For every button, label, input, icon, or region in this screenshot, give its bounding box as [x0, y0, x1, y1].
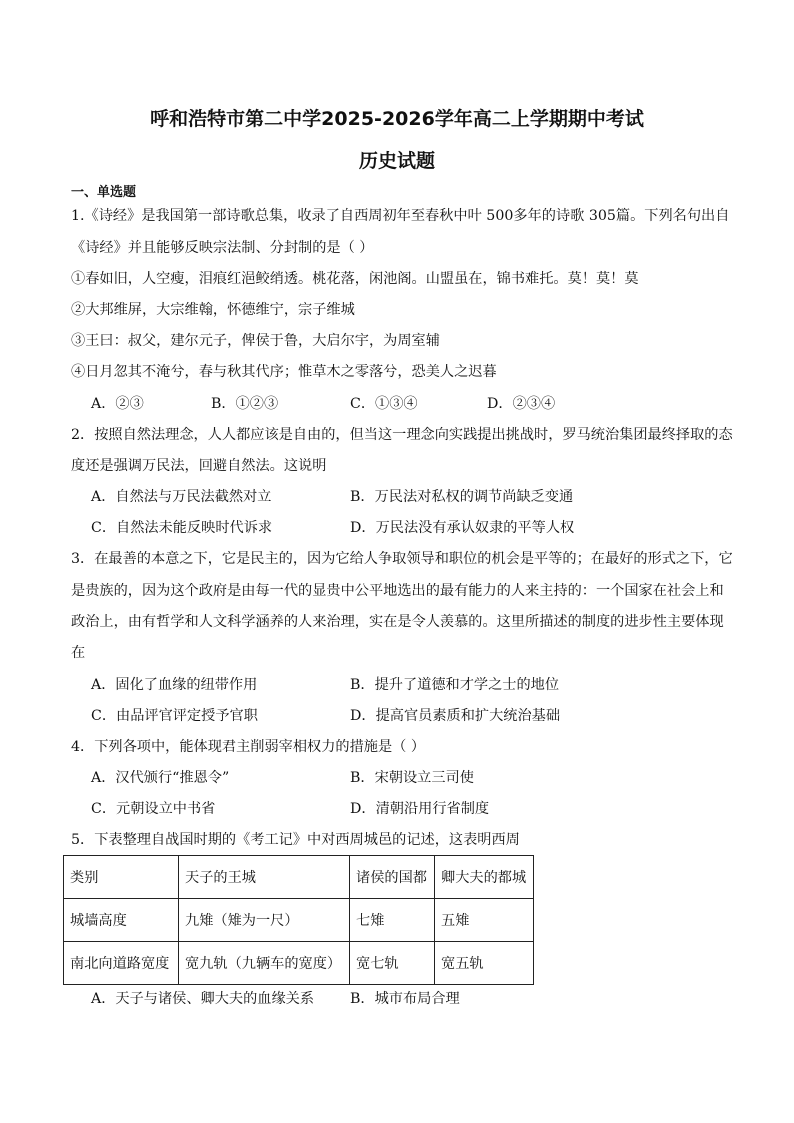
- q2-option-a[interactable]: A．自然法与万民法截然对立: [91, 489, 272, 505]
- q5-table: [63, 855, 534, 985]
- q4-option-a[interactable]: A．汉代颁行“推恩令”: [91, 770, 230, 786]
- exam-title: 呼和浩特市第二中学2025-2026学年高二上学期期中考试: [150, 108, 644, 130]
- table-cell: 五雉: [435, 899, 534, 942]
- q1-item-2: ②大邦维屏，大宗维翰，怀德维宁，宗子维城: [71, 302, 355, 318]
- q3-stem-line3: 政治上，由有哲学和人文科学涵养的人来治理，实在是令人羡慕的。这里所描述的制度的进步性主要体现: [71, 614, 724, 630]
- q1-option-b[interactable]: B．①②③: [211, 396, 279, 412]
- q4-stem: 4．下列各项中，能体现君主削弱宰相权力的措施是（ ）: [71, 739, 426, 755]
- exam-subject: 历史试题: [358, 150, 435, 172]
- q2-option-b[interactable]: B．万民法对私权的调节尚缺乏变通: [350, 489, 574, 505]
- q2-stem-line1: 2．按照自然法理念，人人都应该是自由的，但当这一理念向实践提出挑战时，罗马统治集团最终择取的态: [71, 427, 733, 443]
- q1-item-4: ④日月忽其不淹兮，春与秋其代序；惟草木之零落兮，恐美人之迟暮: [71, 364, 497, 380]
- q2-option-c[interactable]: C．自然法未能反映时代诉求: [91, 520, 273, 536]
- q5-stem: 5．下表整理自战国时期的《考工记》中对西周城邑的记述，这表明西周: [71, 832, 520, 848]
- table-row: [64, 899, 534, 942]
- q1-option-a[interactable]: A．②③: [91, 396, 144, 412]
- table-row: [64, 942, 534, 985]
- q3-option-b[interactable]: B．提升了道德和才学之士的地位: [350, 677, 560, 693]
- q3-stem-line2: 是贵族的，因为这个政府是由每一代的显贵中公平地选出的最有能力的人来主持的：一个国家在社会上和: [71, 583, 724, 599]
- q4-option-d[interactable]: D．清朝沿用行省制度: [350, 801, 490, 817]
- q4-option-c[interactable]: C．元朝设立中书省: [91, 801, 216, 817]
- q5-option-a[interactable]: A．天子与诸侯、卿大夫的血缘关系: [91, 991, 315, 1007]
- table-cell: 九雉（雉为一尺）: [179, 899, 350, 942]
- q3-option-c[interactable]: C．由品评官评定授予官职: [91, 708, 258, 724]
- table-cell: 卿大夫的都城: [435, 856, 534, 899]
- table-cell: 诸侯的国都: [350, 856, 435, 899]
- q3-option-d[interactable]: D．提高官员素质和扩大统治基础: [350, 708, 561, 724]
- q1-option-c[interactable]: C．①③④: [350, 396, 418, 412]
- section-heading: 一、单选题: [71, 185, 137, 200]
- q4-option-b[interactable]: B．宋朝设立三司使: [350, 770, 474, 786]
- table-cell: 南北向道路宽度: [64, 942, 179, 985]
- q1-item-1: ①春如旧，人空瘦，泪痕红浥鲛绡透。桃花落，闲池阁。山盟虽在，锦书难托。莫！莫！莫: [71, 271, 639, 287]
- table-cell: 宽九轨（九辆车的宽度）: [179, 942, 350, 985]
- q3-option-a[interactable]: A．固化了血缘的纽带作用: [91, 677, 258, 693]
- q3-stem-line4: 在: [71, 645, 86, 661]
- q3-stem-line1: 3．在最善的本意之下，它是民主的，因为它给人争取领导和职位的机会是平等的；在最好的形式之下，它: [71, 551, 733, 567]
- table-cell: 宽七轨: [350, 942, 435, 985]
- table-cell: 类别: [64, 856, 179, 899]
- q2-option-d[interactable]: D．万民法没有承认奴隶的平等人权: [350, 520, 575, 536]
- table-cell: 天子的王城: [179, 856, 350, 899]
- table-header-row: [64, 856, 534, 899]
- table-cell: 七雉: [350, 899, 435, 942]
- q5-option-b[interactable]: B．城市布局合理: [350, 991, 460, 1007]
- q2-stem-line2: 度还是强调万民法，回避自然法。这说明: [71, 458, 327, 474]
- q1-item-3: ③王曰：叔父，建尔元子，俾侯于鲁，大启尔宇，为周室辅: [71, 333, 440, 349]
- q1-stem-line1: 1.《诗经》是我国第一部诗歌总集，收录了自西周初年至春秋中叶 500多年的诗歌 305篇。下列名句出自: [71, 208, 730, 224]
- q1-option-d[interactable]: D．②③④: [487, 396, 556, 412]
- table-cell: 城墙高度: [64, 899, 179, 942]
- q1-stem-line2: 《诗经》并且能够反映宗法制、分封制的是（ ）: [71, 240, 374, 256]
- table-cell: 宽五轨: [435, 942, 534, 985]
